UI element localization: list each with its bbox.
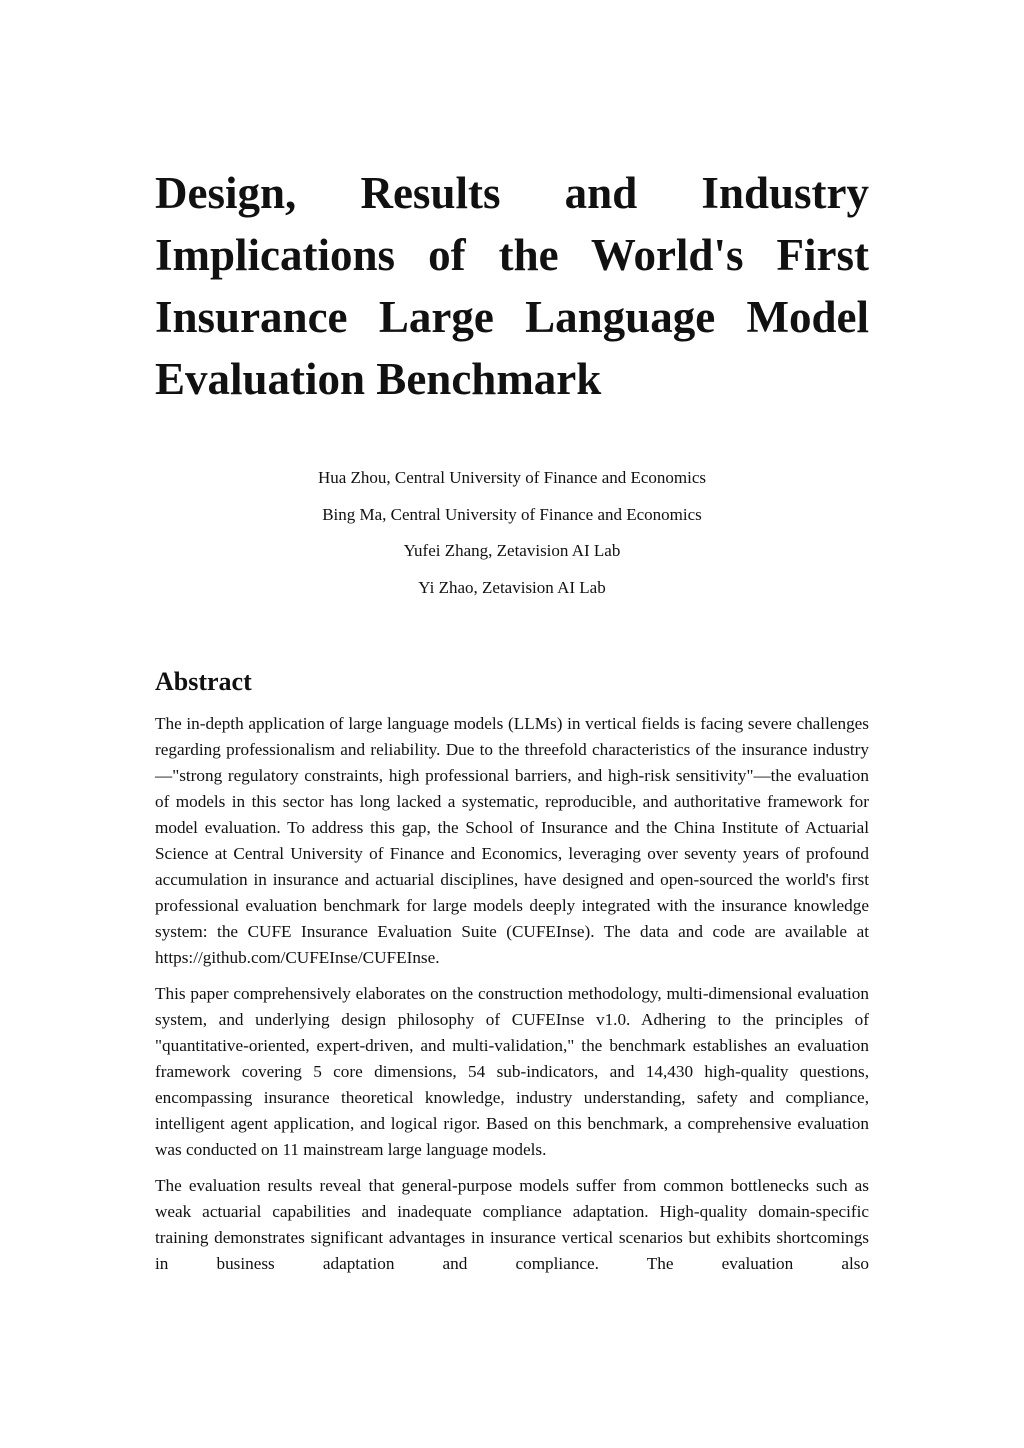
author-line: Yi Zhao, Zetavision AI Lab (418, 577, 606, 597)
abstract-paragraph: The in-depth application of large language models (LLMs) in vertical fields is facing severe challenges regarding professionalism and reliability. Due to the threefold characteristics of the insurance industry—"strong regulatory constraints, high professional barriers, and high-risk sensitivity"—the evaluation of models in this sector has long lacked a systematic, reproducible, and authoritative framework for model evaluation. To address this gap, the School of Insurance and the China Institute of Actuarial Science at Central University of Finance and Economics, leveraging over seventy years of profound accumulation in insurance and actuarial disciplines, have designed and open-sourced the world's first professional evaluation benchmark for large models deeply integrated with the insurance knowledge system: the CUFE Insurance Evaluation Suite (CUFEInse). The data and code are available at https://github.com/CUFEInse/CUFEInse. (155, 714, 869, 967)
abstract-heading: Abstract (155, 667, 252, 696)
author-line: Yufei Zhang, Zetavision AI Lab (403, 541, 621, 560)
author-line: Bing Ma, Central University of Finance and Economics (322, 504, 702, 524)
abstract-paragraph: The evaluation results reveal that general-purpose models suffer from common bottlenecks such as weak actuarial capabilities and inadequate compliance adaptation. High-quality domain-specific training demonstrates significant advantages in insurance vertical scenarios but exhibits shortcomings in business adaptation and compliance. The evaluation also (155, 1176, 869, 1273)
abstract-paragraph: This paper comprehensively elaborates on the construction methodology, multi-dimensional evaluation system, and underlying design philosophy of CUFEInse v1.0. Adhering to the principles of "quantitative-oriented, expert-driven, and multi-validation," the benchmark establishes an evaluation framework covering 5 core dimensions, 54 sub-indicators, and 14,430 high-quality questions, encompassing insurance theoretical knowledge, industry understanding, safety and compliance, intelligent agent application, and logical rigor. Based on this benchmark, a comprehensive evaluation was conducted on 11 mainstream large language models. (155, 984, 869, 1159)
author-line: Hua Zhou, Central University of Finance and Economics (317, 468, 707, 487)
paper-page (155, 162, 869, 1277)
paper-title: Design, Results and Industry Implications of the World's First Insurance Large Language Model Evaluation Benchmark (155, 168, 869, 404)
author-list (155, 460, 869, 606)
